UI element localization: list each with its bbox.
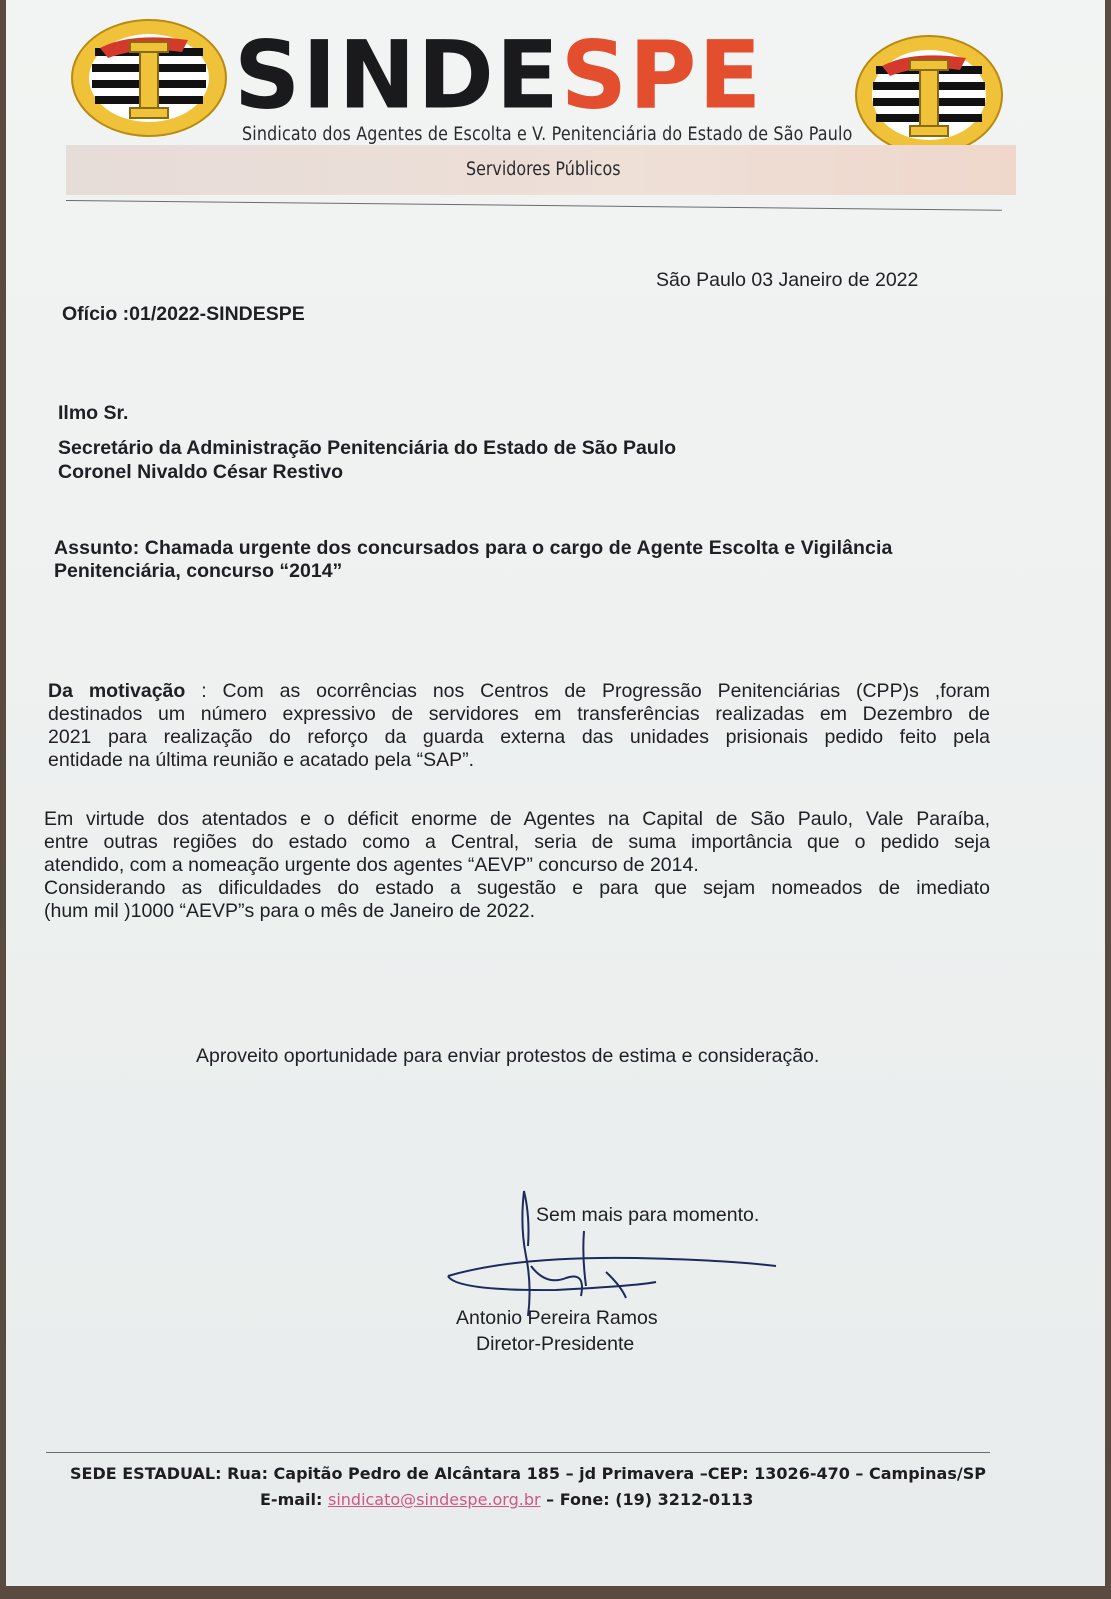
union-logo-wordmark xyxy=(234,20,764,131)
motivation-line: destinados um número expressivo de servidores em transferências realizadas em Dezembro de xyxy=(48,703,990,725)
place-date: São Paulo 03 Janeiro de 2022 xyxy=(656,269,919,291)
salutation: Ilmo Sr. xyxy=(58,402,129,424)
footer-address xyxy=(70,1464,986,1483)
signer-role: Diretor-Presidente xyxy=(476,1333,635,1355)
wordmark-part-dark: SINDE xyxy=(234,20,561,131)
recipient-name: Coronel Nivaldo César Restivo xyxy=(58,461,343,483)
email-link[interactable]: sindicato@sindespe.org.br xyxy=(327,1490,541,1509)
union-seal-right xyxy=(854,34,1004,156)
subject-line-1: Assunto: Chamada urgente dos concursados para o cargo de Agente Escolta e Vigilância xyxy=(54,537,893,559)
request-line: atendido, com a nomeação urgente dos agentes “AEVP” concurso de 2014. xyxy=(44,854,699,876)
address-label: SEDE ESTADUAL: xyxy=(70,1464,222,1483)
union-full-name: Sindicato dos Agentes de Escolta e V. Penitenciária do Estado de São Paulo xyxy=(242,124,853,145)
union-subtitle: Servidores Públicos xyxy=(466,159,621,180)
address-text: Rua: Capitão Pedro de Alcântara 185 – jd Primavera –CEP: 13026-470 – Campinas/SP xyxy=(221,1464,986,1483)
motivation-text: : Com as ocorrências nos Centros de Progressão Penitenciárias (CPP)s ,foram xyxy=(185,680,990,702)
recipient-title: Secretário da Administração Penitenciária do Estado de São Paulo xyxy=(58,437,677,459)
request-line: entre outras regiões do estado como a Central, seria de suma importância que o pedido seja xyxy=(44,831,990,853)
signoff: Sem mais para momento. xyxy=(536,1204,760,1226)
phone-text: – Fone: (19) 3212-0113 xyxy=(540,1490,754,1509)
request-line: Em virtude dos atentados e o déficit enorme de Agentes na Capital de São Paulo, Vale Paraíba, xyxy=(44,808,990,830)
footer-contact xyxy=(260,1490,753,1509)
header-divider xyxy=(66,200,1002,211)
subject-line-2: Penitenciária, concurso “2014” xyxy=(54,560,343,582)
motivation-paragraph xyxy=(48,680,990,772)
request-line: Considerando as dificuldades do estado a sugestão e para que sejam nomeados de imediato xyxy=(44,877,990,899)
closing-sentence: Aproveito oportunidade para enviar protestos de estima e consideração. xyxy=(196,1045,820,1067)
email-label: E-mail: xyxy=(260,1490,328,1509)
union-seal-left xyxy=(70,18,228,138)
footer-divider xyxy=(46,1452,990,1453)
motivation-line: entidade na última reunião e acatado pela “SAP”. xyxy=(48,749,475,771)
request-line: (hum mil )1000 “AEVP”s para o mês de Janeiro de 2022. xyxy=(44,900,535,922)
motivation-label: Da motivação xyxy=(48,680,186,702)
signer-name: Antonio Pereira Ramos xyxy=(456,1307,658,1329)
wordmark-part-red: SPE xyxy=(560,20,764,131)
motivation-line xyxy=(48,680,990,703)
request-paragraph xyxy=(44,808,990,923)
letter-page xyxy=(6,0,1105,1586)
motivation-line: 2021 para realização do reforço da guarda externa das unidades prisionais pedido feito pela xyxy=(48,726,990,748)
reference-number: Ofício :01/2022-SINDESPE xyxy=(62,303,305,325)
